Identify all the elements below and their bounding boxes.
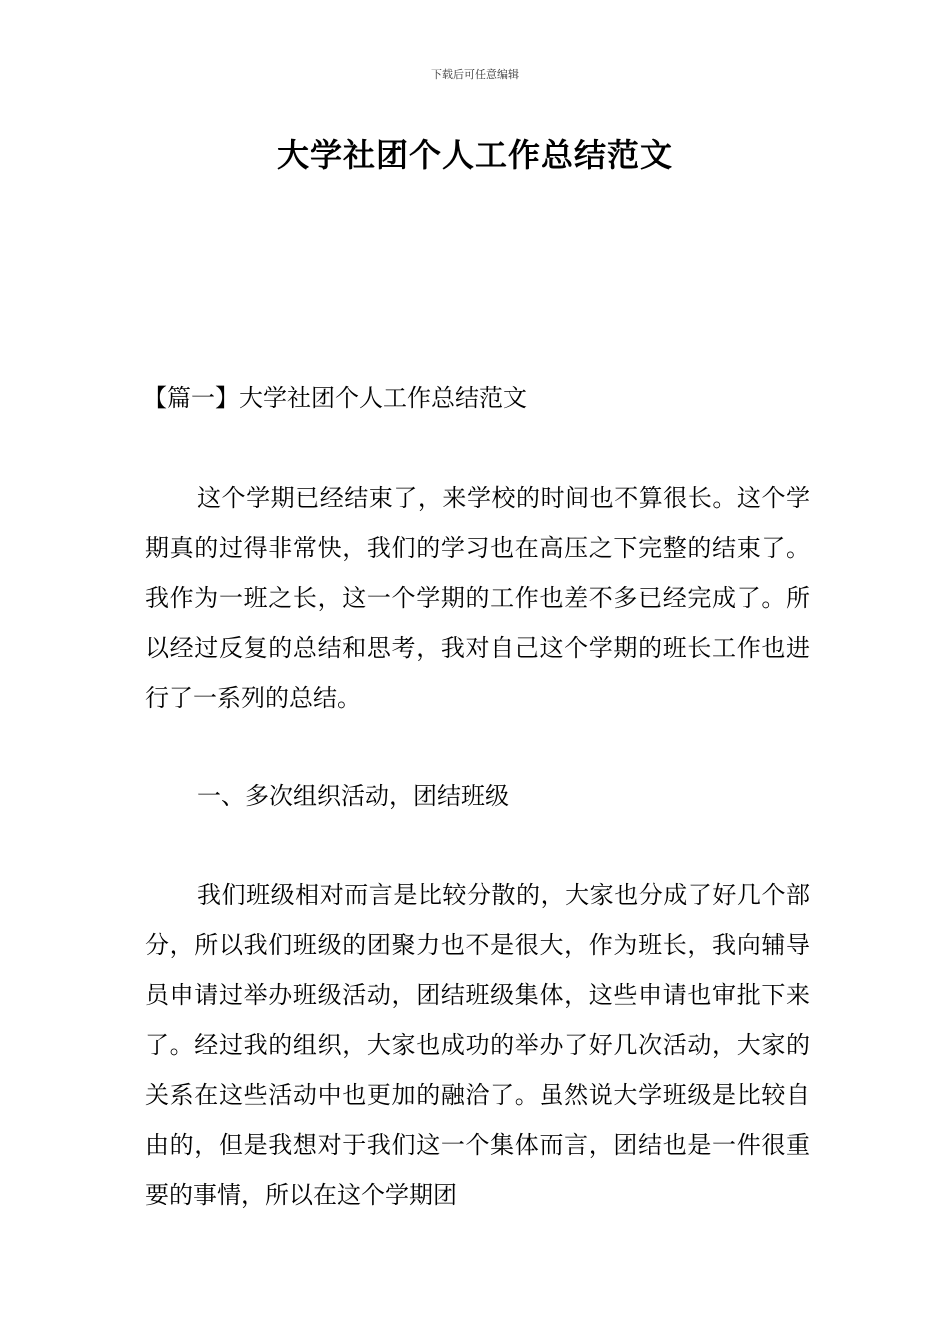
document-title: 大学社团个人工作总结范文 [276, 136, 673, 174]
body-paragraph: 我们班级相对而言是比较分散的，大家也分成了好几个部分，所以我们班级的团聚力也不是很大，作为班长，我向辅导员申请过举办班级活动，团结班级集体，这些申请也审批下来了。经过我的组织，大家也成功的举办了好几次活动，大家的关系在这些活动中也更加的融洽了。虽然说大学班级是比较自由的，但是我想对于我们这一个集体而言，团结也是一件很重要的事情，所以在这个学期团 [145, 881, 810, 1209]
section-heading: 【篇一】大学社团个人工作总结范文 [143, 384, 527, 412]
sub-heading: 一、多次组织活动，团结班级 [197, 782, 509, 810]
body-paragraph: 这个学期已经结束了，来学校的时间也不算很长。这个学期真的过得非常快，我们的学习也在高压之下完整的结束了。我作为一班之长，这一个学期的工作也差不多已经完成了。所以经过反复的总结和思考，我对自己这个学期的班长工作也进行了一系列的总结。 [145, 484, 810, 712]
header-note: 下载后可任意编辑 [431, 68, 519, 81]
